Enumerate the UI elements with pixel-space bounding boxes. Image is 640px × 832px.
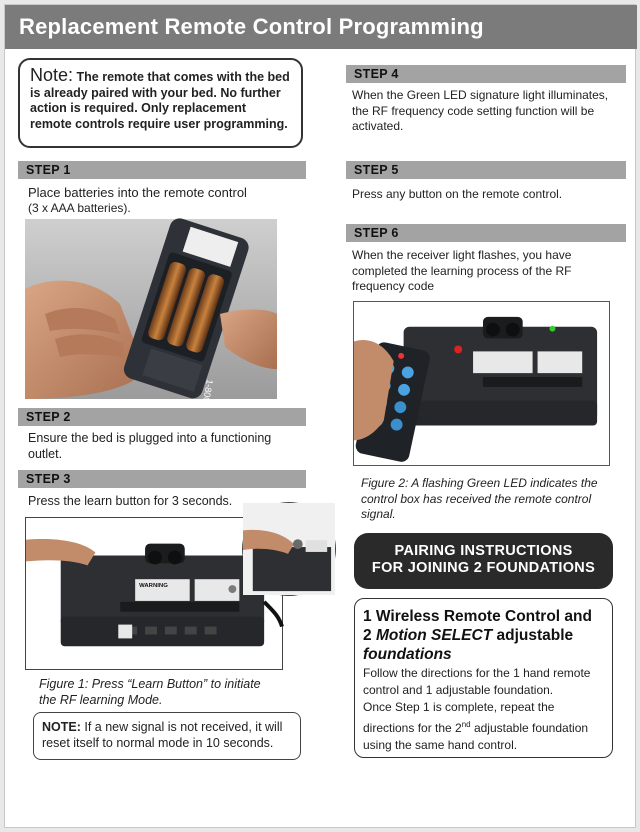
- pairing-text: [363, 665, 604, 754]
- reset-note-label: NOTE:: [42, 720, 81, 734]
- step-2-line-1: Ensure the bed is plugged into a functioning: [28, 431, 272, 445]
- pairing-line-1: PAIRING INSTRUCTIONS: [394, 543, 573, 559]
- step-6-line-1: When the receiver light flashes, you have: [352, 248, 572, 262]
- pairing-heading: [363, 607, 604, 664]
- note-text: The remote that comes with the bed is already paired with your bed. No further action is required. Only replacement remote controls require user programming.: [30, 70, 290, 131]
- reset-note-line-2: reset itself to normal mode in 10 seconds.: [42, 736, 274, 750]
- pairing-box: [354, 598, 613, 758]
- step-2-line-2: outlet.: [28, 446, 63, 461]
- step-6-line-2: completed the learning process of the RF: [352, 263, 572, 278]
- figure-2-caption: [361, 476, 598, 523]
- figure-2-line-1: Figure 2: A flashing Green LED indicates the: [361, 476, 598, 490]
- pairing-heading-line-1: 1 Wireless Remote Control and: [363, 608, 592, 625]
- step-4-line-3: activated.: [352, 119, 404, 133]
- pairing-heading-2b: Motion SELECT: [375, 627, 493, 644]
- step-6-header: STEP 6: [346, 224, 626, 242]
- pairing-text-line-3: Once Step 1 is complete, repeat the: [363, 700, 555, 714]
- step-3-header: STEP 3: [18, 470, 306, 488]
- learn-button-zoom: [242, 502, 336, 596]
- step-4-header: STEP 4: [346, 65, 626, 83]
- step-4-text: [352, 88, 608, 135]
- figure-1-line-2: the RF learning Mode.: [39, 692, 163, 707]
- box-warning-label: WARNING: [139, 583, 168, 590]
- batteries-photo: [25, 219, 277, 399]
- pairing-heading-line-3: foundations: [363, 646, 452, 663]
- step-5-text: [352, 187, 562, 203]
- pairing-heading-2a: 2: [363, 627, 376, 644]
- figure-1-caption: [39, 677, 261, 708]
- step-5-line-1: Press any button on the remote control.: [352, 187, 563, 201]
- step-4-line-2: the RF frequency code setting function will be: [352, 103, 595, 118]
- instruction-sheet: [4, 4, 636, 828]
- page-title: Replacement Remote Control Programming: [5, 5, 637, 49]
- step-1-line-1: Place batteries into the remote control: [28, 185, 247, 200]
- step-6-line-3: frequency code: [352, 279, 435, 293]
- pairing-text-line-4b: adjustable foundation: [470, 721, 589, 735]
- pairing-text-line-2: control and 1 adjustable foundation.: [363, 683, 554, 697]
- step-4-line-1: When the Green LED signature light illuminates,: [352, 88, 609, 102]
- note-box: [18, 58, 303, 148]
- step-1-text: [28, 185, 247, 216]
- step-5-header: STEP 5: [346, 161, 626, 179]
- pairing-text-line-4-sup: nd: [461, 720, 471, 729]
- flashing-led-photo: [353, 301, 610, 466]
- reset-note-line-1: If a new signal is not received, it will: [80, 720, 283, 734]
- pairing-line-2: FOR JOINING 2 FOUNDATIONS: [371, 560, 596, 576]
- step-2-text: [28, 431, 271, 462]
- step-6-text: [352, 248, 571, 295]
- note-label: Note:: [30, 65, 74, 85]
- reset-note: [33, 712, 301, 760]
- figure-2-line-3: signal.: [361, 507, 396, 521]
- pairing-text-line-4a: directions for the 2: [363, 721, 462, 735]
- pairing-text-line-5: using the same hand control.: [363, 738, 518, 752]
- figure-2-line-2: control box has received the remote control: [361, 491, 592, 506]
- step-3-text: [28, 494, 232, 510]
- step-1-line-2: (3 x AAA batteries).: [28, 200, 131, 215]
- step-1-header: STEP 1: [18, 161, 306, 179]
- pairing-text-line-1: Follow the directions for the 1 hand remote: [363, 666, 591, 680]
- figure-1-line-1: Figure 1: Press “Learn Button” to initiate: [39, 677, 261, 691]
- pairing-instructions-banner: [354, 533, 613, 589]
- pairing-heading-2c: adjustable: [492, 627, 574, 644]
- step-3-line-1: Press the learn button for 3 seconds.: [28, 494, 233, 508]
- step-2-header: STEP 2: [18, 408, 306, 426]
